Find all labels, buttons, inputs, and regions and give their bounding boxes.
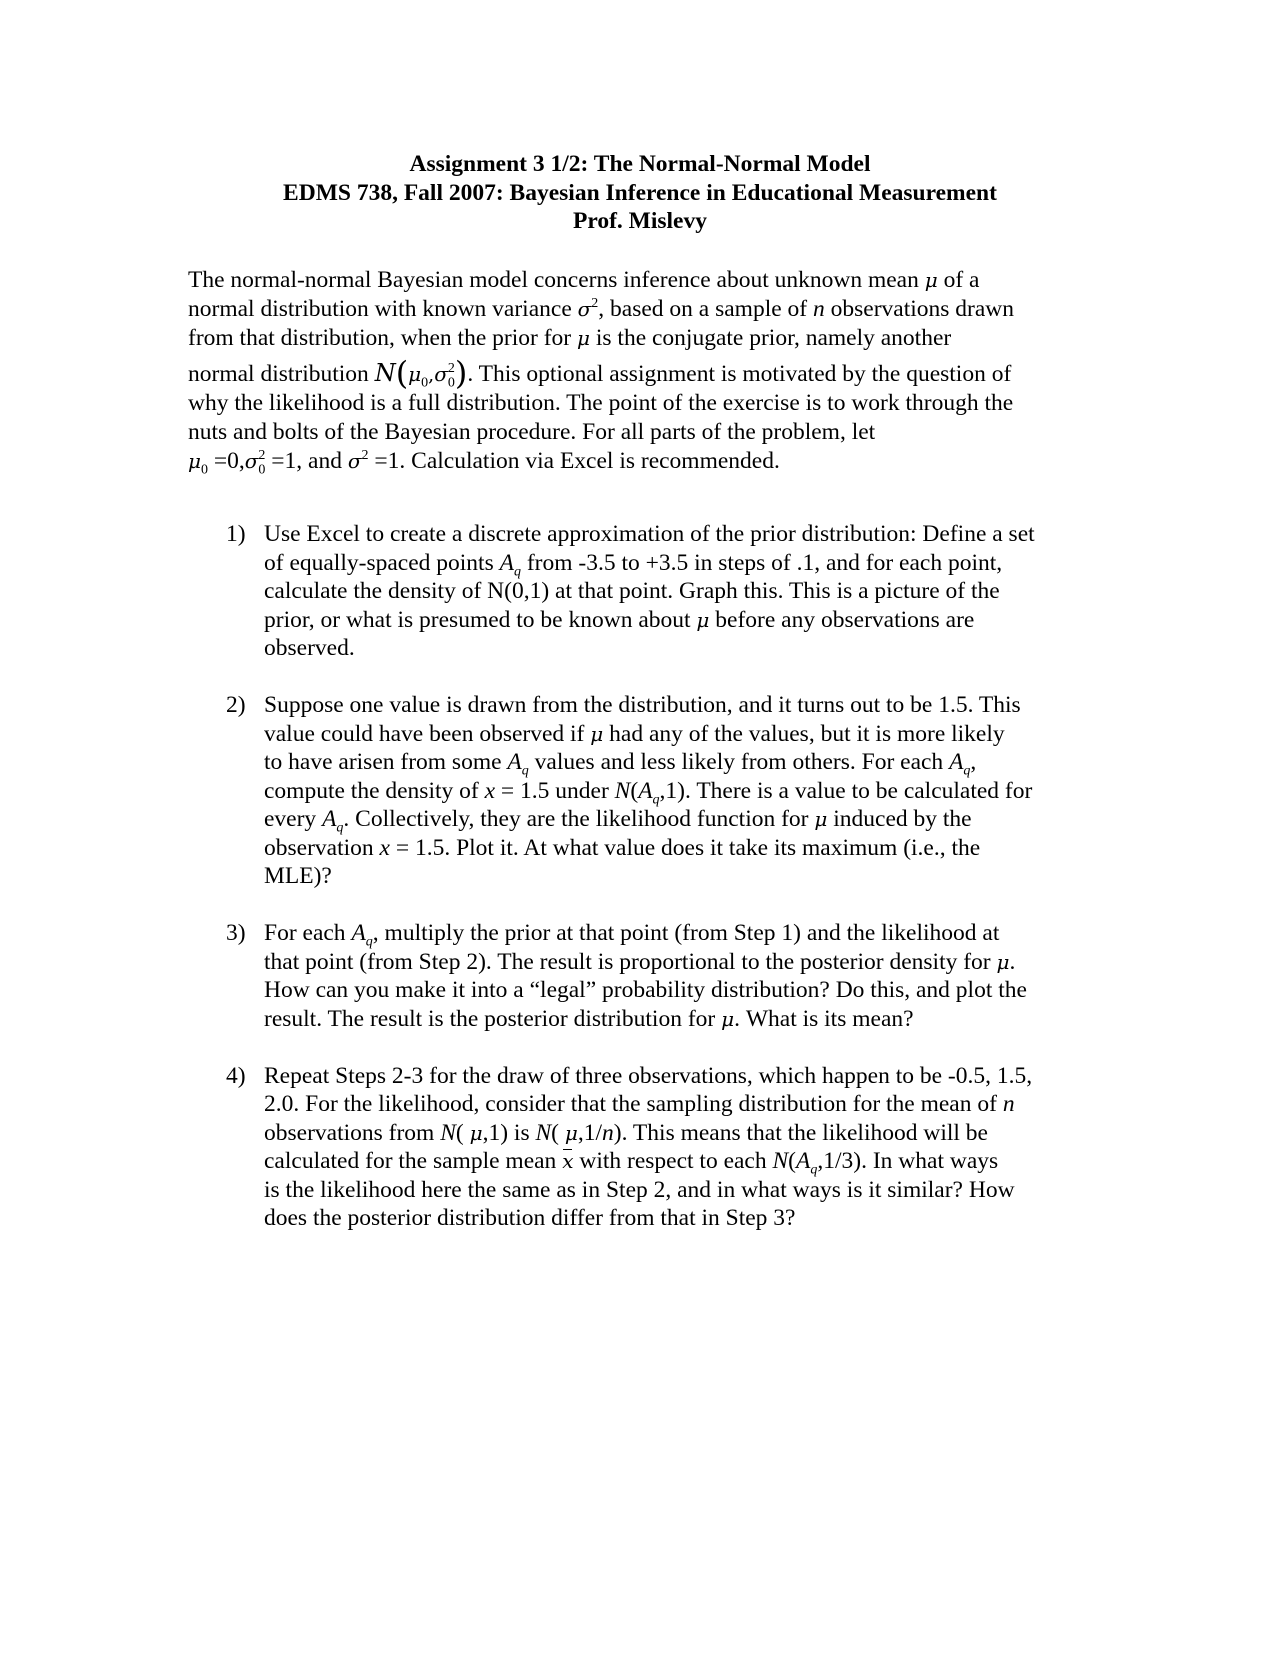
- exercise-item-2: 2) Suppose one value is drawn from the distribution, and it turns out to be 1.5. This value could have been observed if μ had any of the values, but it is more likely to have arisen from some $A_q$ values and less likely from others. For each $A_q$, compute the density of x = 1.5 under $N(A_q,1)$. There is a value to be calculated for every $A_q$. Collectively, they are the likelihood function for μ induced by the observation x = 1.5. Plot it. At what value does it take its maximum (i.e., the MLE)?: [226, 692, 1033, 889]
- assignment-title: Assignment 3 1/2: The Normal-Normal Model: [409, 151, 871, 177]
- sigma-symbol: σ: [577, 297, 592, 321]
- document-header: [0, 150, 1280, 236]
- course-title: EDMS 738, Fall 2007: Bayesian Inference in Educational Measurement: [283, 179, 997, 206]
- intro-paragraph: [188, 266, 1088, 476]
- intro-line-6: nuts and bolts of the Bayesian procedure. For all parts of the problem, let: [188, 419, 876, 445]
- mu-symbol: μ: [924, 268, 938, 292]
- intro-line-4: normal distribution $N(\mu_0,\sigma_0^2)$. This optional assignment is motivated by the question of: [188, 354, 1012, 392]
- intro-line-2: normal distribution with known variance $\sigma^2$, based on a sample of n observations drawn: [188, 296, 1015, 322]
- item-number: 2): [226, 692, 246, 718]
- intro-line-5: why the likelihood is a full distribution. The point of the exercise is to work through the: [188, 390, 1014, 416]
- exercise-item-1: 1) Use Excel to create a discrete approximation of the prior distribution: Define a set of equally-spaced points $A_q$ from -3.5 to +3.5 in steps of .1, and for each point, calculate the density of N(0,1) at that point. Graph this. This is a picture of the prior, or what is presumed to be known about μ before any observations are observed.: [226, 521, 1035, 661]
- intro-line-1: The normal-normal Bayesian model concerns inference about unknown mean μ of a: [188, 267, 980, 293]
- item-number: 3): [226, 920, 246, 946]
- item-number: 4): [226, 1062, 246, 1089]
- intro-line-7: $\mu_0 =0,\sigma_0^2 =1$, and $\sigma^2 =1$. Calculation via Excel is recommended.: [188, 448, 780, 478]
- normal-symbol: N: [374, 359, 396, 387]
- exercise-item-4: 4) Repeat Steps 2-3 for the draw of three observations, which happen to be -0.5, 1.5, 2.0. For the likelihood, consider that the sampling distribution for the mean of n observations from N( μ,1) is N( μ,1/n). This means that the likelihood will be calculated for the sample mean x with respect to each $N(A_q,1/3)$. In what ways is the likelihood here the same as in Step 2, and in what ways is it similar? How does the posterior distribution differ from that in Step 3?: [226, 1062, 1033, 1231]
- intro-line-3: from that distribution, when the prior for μ is the conjugate prior, namely another: [188, 325, 952, 351]
- exercise-list: [226, 520, 1096, 1261]
- instructor-name: Prof. Mislevy: [572, 208, 707, 234]
- mu-symbol: μ: [576, 326, 590, 350]
- x-bar-symbol: x: [562, 1147, 573, 1176]
- exercise-item-3: 3) For each $A_q$, multiply the prior at that point (from Step 1) and the likelihood at that point (from Step 2). The result is proportional to the posterior density for μ. How can you make it into a “legal” probability distribution? Do this, and plot the result. The result is the posterior distribution for μ. What is its mean?: [226, 920, 1027, 1032]
- item-number: 1): [226, 521, 246, 547]
